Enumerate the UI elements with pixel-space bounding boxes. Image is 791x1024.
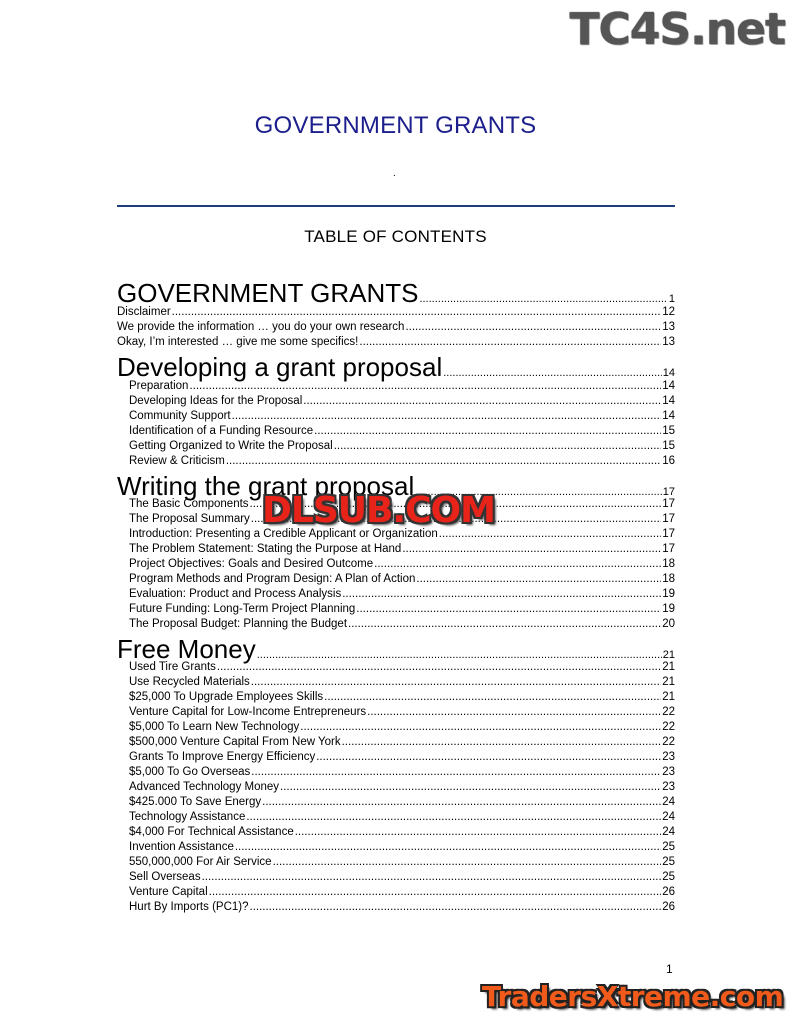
toc-entry-title: $4,000 For Technical Assistance (129, 826, 294, 838)
toc-entry[interactable] (117, 721, 675, 733)
toc-entry[interactable] (117, 395, 675, 407)
toc-leader-dots (334, 440, 662, 452)
toc-leader-dots (367, 706, 661, 718)
toc-entry-page: 17 (662, 486, 675, 498)
toc-entry-title: $5,000 To Go Overseas (129, 766, 251, 778)
toc-leader-dots (314, 425, 661, 437)
toc-leader-dots (251, 676, 661, 688)
toc-leader-dots (324, 691, 661, 703)
toc-entry[interactable] (117, 751, 675, 763)
toc-entry[interactable] (117, 706, 675, 718)
toc-entry[interactable] (117, 558, 675, 570)
toc-entry-page: 15 (662, 425, 675, 437)
toc-entry-page: 23 (662, 781, 675, 793)
toc-entry-page: 22 (662, 736, 675, 748)
toc-entry-title: Project Objectives: Goals and Desired Outcome (129, 558, 374, 570)
toc-leader-dots (356, 603, 661, 615)
toc-entry-page: 19 (662, 603, 675, 615)
document-title: GOVERNMENT GRANTS (254, 112, 537, 139)
toc-leader-dots (235, 841, 661, 853)
toc-leader-dots (303, 395, 661, 407)
toc-leader-dots (189, 380, 661, 392)
toc-entry-page: 19 (662, 588, 675, 600)
toc-entry-page: 17 (662, 543, 675, 555)
toc-entry-page: 22 (662, 706, 675, 718)
toc-entry[interactable] (117, 871, 675, 883)
toc-entry[interactable] (117, 410, 675, 422)
toc-entry-title: $5,000 To Learn New Technology (129, 721, 300, 733)
toc-entry[interactable] (117, 306, 675, 318)
toc-entry-title: Hurt By Imports (PC1)? (129, 901, 249, 913)
toc-entry-page: 14 (662, 410, 675, 422)
toc-leader-dots (251, 766, 661, 778)
toc-entry-title: Community Support (129, 410, 231, 422)
toc-leader-dots (348, 618, 661, 630)
toc-entry-title: Developing a grant proposal (117, 352, 443, 382)
toc-entry[interactable] (117, 661, 675, 673)
toc-entry[interactable] (117, 543, 675, 555)
toc-entry-title: Technology Assistance (129, 811, 246, 823)
toc-entry[interactable] (117, 588, 675, 600)
toc-entry[interactable] (117, 676, 675, 688)
toc-leader-dots (295, 826, 661, 838)
toc-entry-title: $500,000 Venture Capital From New York (129, 736, 341, 748)
toc-entry-title: Disclaimer (117, 306, 171, 318)
toc-leader-dots (280, 781, 661, 793)
toc-leader-dots (359, 336, 661, 348)
toc-entry-title: Venture Capital for Low-Income Entrepreneurs (129, 706, 367, 718)
toc-entry-title: Grants To Improve Energy Efficiency (129, 751, 316, 763)
toc-entry-title: Review & Criticism (129, 455, 225, 467)
toc-entry-page: 1 (668, 293, 675, 305)
toc-leader-dots (217, 661, 661, 673)
toc-entry[interactable] (117, 455, 675, 467)
toc-leader-dots (316, 751, 661, 763)
toc-entry-page: 20 (662, 618, 675, 630)
toc-entry-page: 17 (662, 528, 675, 540)
toc-entry-title: Program Methods and Program Design: A Plan of Action (129, 573, 416, 585)
toc-entry-page: 22 (662, 721, 675, 733)
toc-entry-page: 21 (662, 649, 675, 661)
toc-entry-title: Used Tire Grants (129, 661, 216, 673)
toc-entry-page: 14 (662, 380, 675, 392)
toc-leader-dots (300, 721, 661, 733)
toc-entry-page: 25 (662, 841, 675, 853)
toc-entry-title: Evaluation: Product and Process Analysis (129, 588, 342, 600)
toc-entry-page: 25 (662, 871, 675, 883)
toc-leader-dots (273, 856, 662, 868)
toc-entry-page: 16 (662, 455, 675, 467)
toc-entry[interactable] (117, 573, 675, 585)
toc-entry-page: 14 (662, 367, 675, 379)
toc-entry-title: Writing the grant proposal (117, 471, 415, 501)
toc-entry-page: 26 (662, 901, 675, 913)
toc-entry[interactable] (117, 796, 675, 808)
toc-entry-page: 17 (662, 498, 675, 510)
toc-entry-page: 24 (662, 811, 675, 823)
toc-entry[interactable] (117, 321, 675, 333)
toc-entry-page: 13 (662, 336, 675, 348)
toc-entry-title: The Proposal Summary (129, 513, 250, 525)
toc-entry[interactable] (117, 766, 675, 778)
toc-entry-title: Free Money (117, 634, 256, 664)
toc-entry-title: The Problem Statement: Stating the Purpose at Hand (129, 543, 402, 555)
toc-heading: TABLE OF CONTENTS (304, 227, 487, 246)
toc-leader-dots (402, 543, 661, 555)
toc-entry-title: 550,000,000 For Air Service (129, 856, 272, 868)
toc-entry-page: 15 (662, 440, 675, 452)
toc-leader-dots (443, 367, 662, 379)
toc-leader-dots (209, 886, 662, 898)
toc-entry-page: 23 (662, 766, 675, 778)
toc-leader-dots (257, 649, 662, 661)
toc-leader-dots (416, 573, 661, 585)
toc-leader-dots (232, 410, 662, 422)
toc-leader-dots (172, 306, 662, 318)
toc-entry-page: 13 (662, 321, 675, 333)
toc-entry-page: 12 (662, 306, 675, 318)
toc-entry-title: Okay, I’m interested … give me some specifics! (117, 336, 359, 348)
toc-leader-dots (342, 588, 661, 600)
toc-entry-title: Developing Ideas for the Proposal (129, 395, 303, 407)
toc-entry[interactable] (117, 380, 675, 392)
toc-entry-page: 17 (662, 513, 675, 525)
toc-entry-title: Use Recycled Materials (129, 676, 250, 688)
toc-entry-title: GOVERNMENT GRANTS (117, 278, 419, 308)
toc-entry[interactable] (117, 352, 675, 383)
toc-entry-page: 24 (662, 826, 675, 838)
toc-entry[interactable] (117, 603, 675, 615)
toc-leader-dots (342, 736, 662, 748)
toc-entry-title: $425.000 To Save Energy (129, 796, 262, 808)
toc-entry-page: 24 (662, 796, 675, 808)
tradersxtreme-watermark: TradersXtreme.com (482, 980, 784, 1013)
toc-entry-page: 21 (662, 691, 675, 703)
toc-entry-title: $25,000 To Upgrade Employees Skills (129, 691, 324, 703)
toc-leader-dots (250, 901, 662, 913)
toc-entry[interactable] (117, 618, 675, 630)
toc-entry-title: Preparation (129, 380, 189, 392)
toc-entry-page: 21 (662, 676, 675, 688)
toc-entry-page: 23 (662, 751, 675, 763)
toc-entry-page: 26 (662, 886, 675, 898)
toc-entry-title: We provide the information … you do your own research (117, 321, 405, 333)
toc-entry-page: 14 (662, 395, 675, 407)
toc-entry[interactable] (117, 425, 675, 437)
toc-entry[interactable] (117, 691, 675, 703)
toc-entry-title: The Basic Components (129, 498, 249, 510)
dlsub-watermark: DLSUB.COM (262, 490, 495, 531)
toc-leader-dots (202, 871, 662, 883)
toc-entry[interactable] (117, 901, 675, 913)
toc-entry-page: 18 (662, 573, 675, 585)
toc-leader-dots (246, 811, 661, 823)
toc-entry[interactable] (117, 886, 675, 898)
subtitle-dot: . (393, 168, 396, 179)
toc-entry-title: Advanced Technology Money (129, 781, 280, 793)
toc-leader-dots (374, 558, 661, 570)
toc-entry[interactable] (117, 278, 675, 309)
toc-entry[interactable] (117, 841, 675, 853)
toc-leader-dots (262, 796, 661, 808)
toc-leader-dots (226, 455, 661, 467)
toc-entry-title: Introduction: Presenting a Credible Applicant or Organization (129, 528, 438, 540)
toc-entry-title: Venture Capital (129, 886, 208, 898)
toc-entry-title: The Proposal Budget: Planning the Budget (129, 618, 348, 630)
toc-entry-page: 25 (662, 856, 675, 868)
toc-entry-title: Identification of a Funding Resource (129, 425, 314, 437)
toc-leader-dots (419, 293, 667, 305)
toc-entry[interactable] (117, 811, 675, 823)
toc-entry[interactable] (117, 781, 675, 793)
toc-entry[interactable] (117, 336, 675, 348)
toc-entry-title: Sell Overseas (129, 871, 201, 883)
tc4s-watermark: TC4S.net (569, 4, 785, 55)
toc-entry-page: 18 (662, 558, 675, 570)
toc-entry-title: Invention Assistance (129, 841, 234, 853)
title-divider (117, 205, 675, 207)
toc-entry[interactable] (117, 736, 675, 748)
page-number: 1 (666, 962, 673, 976)
toc-entry[interactable] (117, 856, 675, 868)
toc-entry[interactable] (117, 440, 675, 452)
toc-entry[interactable] (117, 826, 675, 838)
toc-entry-title: Getting Organized to Write the Proposal (129, 440, 333, 452)
toc-entry-title: Future Funding: Long-Term Project Planning (129, 603, 356, 615)
toc-entry-page: 21 (662, 661, 675, 673)
toc-leader-dots (405, 321, 661, 333)
